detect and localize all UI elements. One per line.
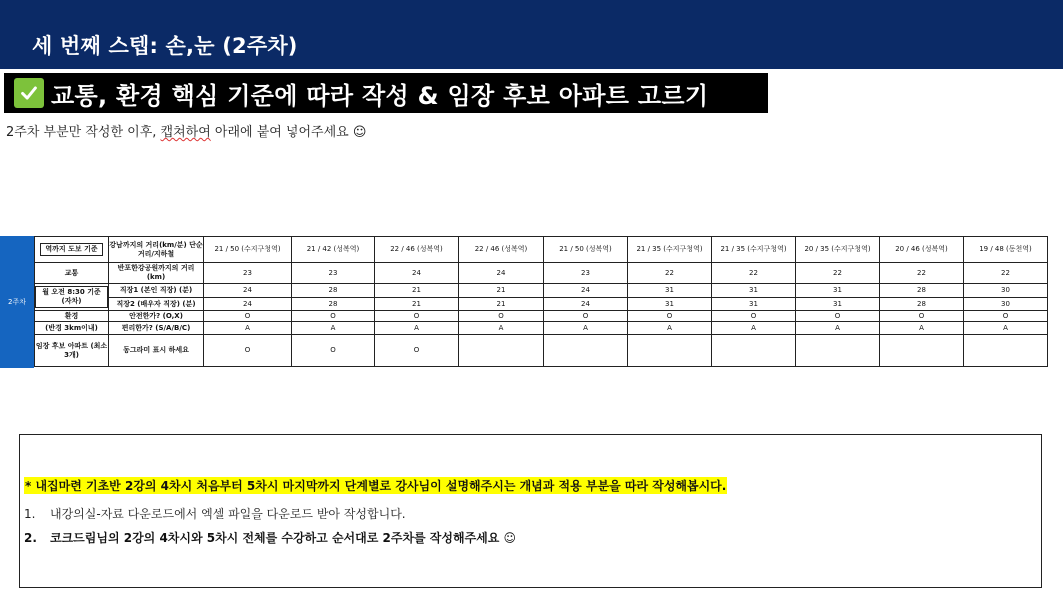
- table-cell: O: [292, 311, 375, 322]
- table-cell: O: [712, 311, 796, 322]
- row-group-cell: [35, 284, 109, 311]
- table-cell: A: [375, 322, 459, 335]
- criteria-grid: [34, 236, 1048, 367]
- table-cell: 21: [459, 298, 544, 311]
- table-cell: A: [712, 322, 796, 335]
- table-cell: 30: [964, 284, 1048, 298]
- table-cell: 24: [544, 284, 628, 298]
- table-cell: A: [628, 322, 712, 335]
- note-step-2-number: 2.: [24, 531, 37, 545]
- table-row: [35, 284, 1048, 298]
- table-cell: O: [292, 335, 375, 367]
- column-header: 19 / 48 (동천역): [964, 237, 1048, 263]
- table-cell: 21: [375, 298, 459, 311]
- column-header: 22 / 46 (성복역): [459, 237, 544, 263]
- table-cell: 22: [796, 263, 880, 284]
- column-header: 22 / 46 (성복역): [375, 237, 459, 263]
- notes-box: [19, 434, 1042, 588]
- row-group-label: 교통: [35, 263, 109, 284]
- note-step-1-text: 내강의실-자료 다운로드에서 엑셀 파일을 다운로드 받아 작성합니다.: [50, 507, 406, 521]
- instruction-part-2: 아래에 붙여 넣어주세요 ☺: [210, 125, 367, 140]
- column-header: 20 / 46 (성복역): [880, 237, 964, 263]
- table-cell: 24: [544, 298, 628, 311]
- instruction-part-1: 2주차 부분만 작성한 이후,: [6, 125, 161, 140]
- table-cell: A: [204, 322, 292, 335]
- table-row: [35, 298, 1048, 311]
- table-cell: 23: [292, 263, 375, 284]
- table-cell: 28: [880, 298, 964, 311]
- table-cell: 22: [628, 263, 712, 284]
- row-label: 강남까지의 거리(km/분) 단순거리/지하철: [109, 237, 204, 263]
- row-label: 안전한가? (O,X): [109, 311, 204, 322]
- row-label: 직장2 (배우자 직장) (분): [109, 298, 204, 311]
- table-cell: [880, 335, 964, 367]
- table-cell: 28: [880, 284, 964, 298]
- row-label: 직장1 (본인 직장) (분): [109, 284, 204, 298]
- note-highlight: * 내집마련 기초반 2강의 4차시 처음부터 5차시 마지막까지 단계별로 강사님이 설명해주시는 개념과 적용 부분을 따라 작성해봅시다.: [25, 479, 727, 493]
- table-cell: O: [964, 311, 1048, 322]
- table-cell: [459, 335, 544, 367]
- table-row: [35, 311, 1048, 322]
- table-row: [35, 237, 1048, 263]
- column-header: 21 / 35 (수지구청역): [628, 237, 712, 263]
- table-cell: [796, 335, 880, 367]
- table-cell: 22: [964, 263, 1048, 284]
- table-cell: A: [292, 322, 375, 335]
- table-cell: 21: [459, 284, 544, 298]
- row-label: 동그라미 표시 하세요: [109, 335, 204, 367]
- table-cell: [544, 335, 628, 367]
- table-row: [35, 263, 1048, 284]
- table-cell: 31: [796, 298, 880, 311]
- table-cell: O: [544, 311, 628, 322]
- column-header: 21 / 50 (성복역): [544, 237, 628, 263]
- row-label: 편리한가? (S/A/B/C): [109, 322, 204, 335]
- table-cell: O: [796, 311, 880, 322]
- row-label: 반포한강공원까지의 거리 (km): [109, 263, 204, 284]
- criteria-table: [0, 236, 1063, 368]
- column-header: 21 / 35 (수지구청역): [712, 237, 796, 263]
- note-step-1-number: 1.: [24, 507, 36, 521]
- column-header: 21 / 42 (성복역): [292, 237, 375, 263]
- check-box-icon: [14, 78, 44, 108]
- note-step-1: [24, 505, 406, 522]
- table-cell: 24: [459, 263, 544, 284]
- column-header: 21 / 50 (수지구청역): [204, 237, 292, 263]
- note-step-2: [24, 529, 516, 546]
- table-cell: O: [204, 311, 292, 322]
- row-group-label: 월 오전 8:30 기준 (자차): [35, 286, 108, 308]
- table-cell: 28: [292, 298, 375, 311]
- row-group-label: 역까지 도보 기준: [40, 243, 102, 256]
- table-cell: 31: [712, 298, 796, 311]
- table-cell: O: [204, 335, 292, 367]
- row-group-label: 환경: [35, 311, 109, 322]
- table-cell: 22: [880, 263, 964, 284]
- table-cell: 31: [628, 298, 712, 311]
- table-cell: A: [796, 322, 880, 335]
- table-cell: [964, 335, 1048, 367]
- table-cell: O: [375, 335, 459, 367]
- table-cell: A: [459, 322, 544, 335]
- table-cell: [628, 335, 712, 367]
- page-title: 세 번째 스텝: 손,눈 (2주차): [32, 34, 298, 58]
- table-cell: 24: [375, 263, 459, 284]
- table-cell: 24: [204, 298, 292, 311]
- table-cell: A: [964, 322, 1048, 335]
- table-cell: O: [375, 311, 459, 322]
- table-cell: O: [459, 311, 544, 322]
- table-cell: 31: [628, 284, 712, 298]
- instruction-text: [6, 121, 366, 140]
- table-cell: 21: [375, 284, 459, 298]
- headline-text: 교통, 환경 핵심 기준에 따라 작성 & 임장 후보 아파트 고르기: [51, 81, 709, 110]
- note-step-2-text: 코크드림님의 2강의 4차시와 5차시 전체를 수강하고 순서대로 2주차를 작성해주세요 ☺: [50, 531, 517, 545]
- week-label: 2주차: [0, 236, 34, 368]
- instruction-spell-flag: 캡쳐하여: [160, 125, 211, 140]
- table-cell: 30: [964, 298, 1048, 311]
- table-cell: O: [880, 311, 964, 322]
- table-cell: 24: [204, 284, 292, 298]
- row-group-label: (반경 3km이내): [35, 322, 109, 335]
- column-header: 20 / 35 (수지구청역): [796, 237, 880, 263]
- table-cell: 31: [712, 284, 796, 298]
- table-row: [35, 322, 1048, 335]
- table-cell: O: [628, 311, 712, 322]
- table-cell: 23: [544, 263, 628, 284]
- table-cell: 22: [712, 263, 796, 284]
- row-group-cell: [35, 237, 109, 263]
- row-group-label: 임장 후보 아파트 (최소 3개): [35, 335, 109, 367]
- table-cell: 23: [204, 263, 292, 284]
- table-cell: 31: [796, 284, 880, 298]
- headline-banner: [4, 73, 768, 113]
- table-row: [35, 335, 1048, 367]
- table-cell: 28: [292, 284, 375, 298]
- table-cell: [712, 335, 796, 367]
- table-cell: A: [880, 322, 964, 335]
- table-cell: A: [544, 322, 628, 335]
